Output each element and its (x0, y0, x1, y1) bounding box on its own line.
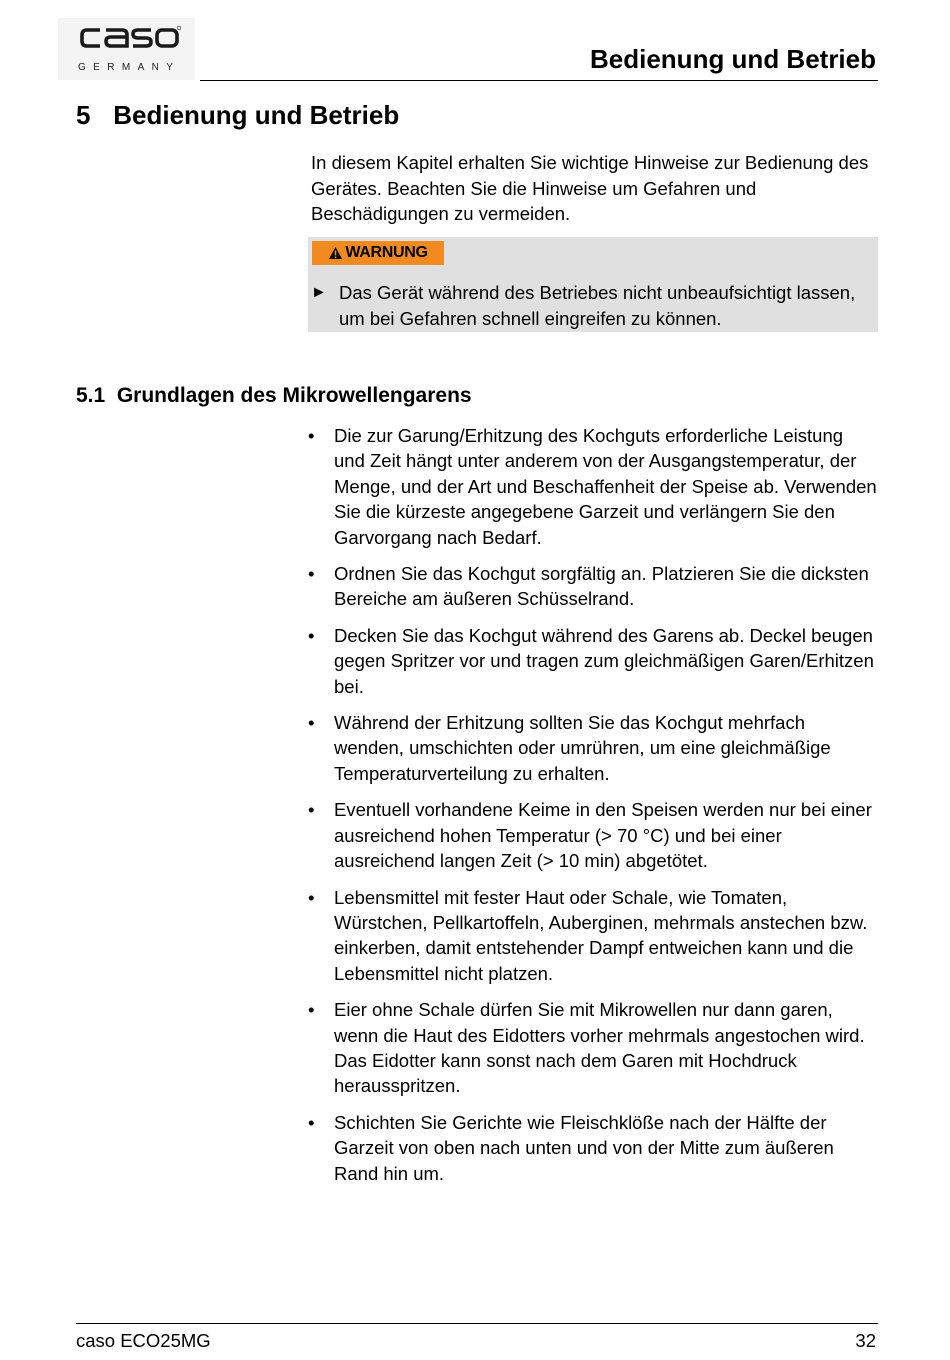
list-item (308, 797, 878, 873)
bullet-icon: • (308, 563, 315, 585)
bullet-icon: • (308, 999, 315, 1021)
list-item-text: Schichten Sie Gerichte wie Fleischklöße nach der Hälfte der Garzeit von oben nach unten und von der Mitte zum äußeren Rand hin um. (334, 1111, 834, 1184)
bullet-icon: • (308, 712, 315, 734)
chapter-number: 5 (76, 100, 91, 130)
logo-tagline: GERMANY (78, 62, 181, 73)
list-item-text: Die zur Garung/Erhitzung des Kochguts erforderliche Leistung und Zeit hängt unter anderem von der Ausgangstemperatur, der Menge, und der Art und Beschaffenheit der Speise ab. Verwenden Sie die kürzeste angegebene Garzeit und verlängern Sie den Garvorgang nach Bedarf. (334, 425, 877, 548)
list-item (308, 423, 878, 550)
bullet-icon: • (308, 886, 315, 908)
chapter-title: Bedienung und Betrieb (113, 100, 400, 130)
footer-model: caso ECO25MG (76, 1330, 211, 1351)
list-item-text: Lebensmittel mit fester Haut oder Schale, wie Tomaten, Würstchen, Pellkartoffeln, Auberginen, mehrmals anstechen bzw. einkerben, damit entstehender Dampf entweichen kann und die Lebensmittel nicht platzen. (334, 886, 868, 984)
section-number: 5.1 (76, 384, 106, 407)
bullet-icon: • (308, 624, 315, 646)
page-number: 32 (855, 1330, 876, 1351)
warning-text: Das Gerät während des Betriebes nicht unbeaufsichtigt lassen, um bei Gefahren schnell eingreifen zu können. (339, 282, 856, 329)
list-item-text: Während der Erhitzung sollten Sie das Kochgut mehrfach wenden, umschichten oder umrühren, um eine gleichmäßige Temperaturverteilung zu erhalten. (334, 712, 831, 784)
list-item (308, 997, 878, 1099)
list-item-text: Ordnen Sie das Kochgut sorgfältig an. Platzieren Sie die dicksten Bereiche am äußeren Schüsselrand. (334, 563, 869, 610)
bullet-icon: • (308, 1111, 315, 1133)
warning-label-text: WARNUNG (345, 244, 428, 261)
bullet-icon: • (308, 799, 315, 821)
list-item-text: Decken Sie das Kochgut während des Garens ab. Deckel beugen gegen Spritzer vor und tragen zum gleichmäßigen Garen/Erhitzen bei. (334, 624, 874, 697)
list-item (308, 710, 878, 786)
chapter-heading (76, 100, 399, 131)
brand-logo (58, 18, 195, 80)
warning-item (311, 280, 871, 331)
header-divider (200, 80, 878, 81)
intro-paragraph: In diesem Kapitel erhalten Sie wichtige Hinweise zur Bedienung des Gerätes. Beachten Sie die Hinweise um Gefahren und Beschädigungen zu vermeiden. (311, 152, 869, 225)
running-header-title: Bedienung und Betrieb (590, 44, 876, 74)
warning-label (312, 241, 444, 265)
list-item-text: Eier ohne Schale dürfen Sie mit Mikrowellen nur dann garen, wenn die Haut des Eidotters vorher mehrmals angestochen wird. Das Eidotter kann sonst nach dem Garen mit Hochdruck herausspritzen. (334, 999, 865, 1097)
warning-triangle-icon (328, 246, 343, 260)
list-item (308, 623, 878, 699)
list-item (308, 561, 878, 612)
footer-divider (76, 1323, 878, 1324)
caso-logo-wordmark (78, 24, 182, 52)
arrow-right-icon: ► (311, 284, 327, 301)
guideline-list (308, 423, 878, 1197)
section-heading (76, 384, 472, 408)
bullet-icon: • (308, 425, 315, 446)
section-title: Grundlagen des Mikrowellengarens (116, 384, 472, 407)
list-item-text: Eventuell vorhandene Keime in den Speisen werden nur bei einer ausreichend hohen Temperatur (> 70 °C) und bei einer ausreichend langen Zeit (> 10 min) abgetötet. (334, 799, 872, 872)
list-item (308, 885, 878, 987)
list-item (308, 1110, 878, 1186)
warning-box (308, 237, 878, 332)
